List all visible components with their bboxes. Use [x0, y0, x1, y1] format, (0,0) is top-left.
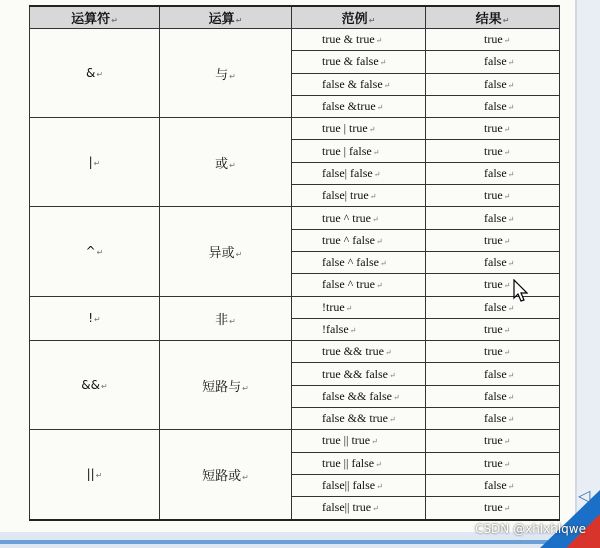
example-cell: true | false↵ — [292, 140, 426, 162]
example-cell: false| true↵ — [292, 185, 426, 207]
example-text: false &true — [322, 99, 376, 114]
operator-cell: &&↵ — [30, 341, 160, 430]
result-cell: true↵ — [426, 229, 560, 251]
result-text: true — [484, 143, 503, 158]
watermark: CSDN @xhlxhlqwe — [475, 522, 586, 536]
result-cell: false↵ — [426, 95, 560, 117]
result-text: false — [484, 299, 507, 314]
example-text: true ^ true — [322, 210, 371, 225]
table-row — [30, 118, 560, 140]
example-text: !false — [322, 322, 349, 336]
example-text: true & true — [322, 32, 375, 47]
result-cell: true↵ — [426, 341, 560, 363]
example-text: false & false — [322, 76, 383, 91]
example-cell: true || true↵ — [292, 430, 426, 452]
example-cell: false && false↵ — [292, 385, 426, 407]
result-cell: false↵ — [426, 207, 560, 229]
operation-name: 与 — [215, 67, 229, 83]
operation-name: 短路或 — [202, 468, 242, 484]
result-cell: true↵ — [426, 318, 560, 340]
example-cell: true & true↵ — [292, 29, 426, 51]
example-cell: false|| true↵ — [292, 497, 426, 520]
example-cell: !true↵ — [292, 296, 426, 318]
operator-symbol: & — [85, 66, 96, 81]
operator-symbol: ^ — [85, 244, 96, 259]
example-cell: true | true↵ — [292, 118, 426, 140]
operation-cell: 或↵ — [160, 118, 292, 207]
example-text: false ^ true — [322, 277, 375, 292]
result-cell: true↵ — [426, 452, 560, 474]
result-cell: true↵ — [426, 274, 560, 296]
example-cell: true || false↵ — [292, 452, 426, 474]
result-text: false — [484, 366, 507, 381]
mouse-cursor-icon — [512, 279, 528, 303]
example-cell: false|| false↵ — [292, 474, 426, 496]
result-cell: false↵ — [426, 162, 560, 184]
table-header-row — [30, 6, 560, 29]
result-text: true — [484, 277, 503, 292]
example-text: false && false — [322, 388, 392, 403]
example-text: true && true — [322, 344, 384, 359]
header-operator: 运算符↵ — [30, 6, 160, 29]
result-cell: false↵ — [426, 474, 560, 496]
operator-cell: ^↵ — [30, 207, 160, 296]
example-text: true ^ false — [322, 232, 375, 247]
result-text: false — [484, 76, 507, 91]
example-text: false| false — [322, 165, 373, 180]
example-cell: true && false↵ — [292, 363, 426, 385]
result-text: false — [484, 255, 507, 270]
result-cell: false↵ — [426, 296, 560, 318]
example-text: true | false — [322, 143, 372, 158]
operation-name: 或 — [215, 156, 229, 172]
example-cell: true && true↵ — [292, 341, 426, 363]
result-cell: false↵ — [426, 408, 560, 430]
operator-symbol: ! — [88, 311, 94, 326]
result-text: true — [484, 32, 503, 47]
operator-cell: |↵ — [30, 118, 160, 207]
operation-cell: 短路或↵ — [160, 430, 292, 520]
operation-cell: 异或↵ — [160, 207, 292, 296]
bottom-accent-line — [0, 540, 600, 544]
left-arrow-icon[interactable]: ◁ — [578, 486, 591, 505]
result-cell: true↵ — [426, 118, 560, 140]
example-text: false| true — [322, 188, 369, 203]
example-text: false|| true — [322, 500, 372, 515]
result-text: true — [484, 344, 503, 359]
example-text: false ^ false — [322, 255, 379, 270]
result-cell: false↵ — [426, 51, 560, 73]
operation-cell: 与↵ — [160, 29, 292, 118]
example-text: true | true — [322, 121, 368, 136]
result-text: true — [484, 500, 503, 515]
example-cell: true ^ true↵ — [292, 207, 426, 229]
example-cell: true ^ false↵ — [292, 229, 426, 251]
operation-name: 异或 — [208, 245, 235, 261]
result-text: true — [484, 322, 503, 336]
table-row — [30, 29, 560, 51]
operator-symbol: || — [86, 467, 95, 482]
example-cell: false ^ true↵ — [292, 274, 426, 296]
example-cell: false && true↵ — [292, 408, 426, 430]
result-text: false — [484, 388, 507, 403]
result-text: false — [484, 54, 507, 69]
example-cell: true & false↵ — [292, 51, 426, 73]
result-cell: true↵ — [426, 29, 560, 51]
operator-symbol: | — [88, 155, 93, 170]
result-cell: true↵ — [426, 140, 560, 162]
result-text: true — [484, 433, 503, 448]
operator-cell: !↵ — [30, 296, 160, 341]
operation-name: 非 — [215, 312, 229, 328]
header-result: 结果↵ — [426, 6, 560, 29]
example-text: true & false — [322, 54, 379, 69]
example-text: false|| false — [322, 478, 376, 493]
example-cell: false & false↵ — [292, 73, 426, 95]
result-cell: false↵ — [426, 251, 560, 273]
result-text: false — [484, 165, 507, 180]
operator-cell: ||↵ — [30, 430, 160, 520]
example-text: true || false — [322, 455, 375, 470]
example-text: true && false — [322, 366, 388, 381]
result-text: true — [484, 121, 503, 136]
table-row — [30, 430, 560, 452]
result-cell: true↵ — [426, 185, 560, 207]
operator-symbol: && — [81, 378, 100, 393]
result-text: true — [484, 188, 503, 203]
logical-operators-table — [29, 5, 560, 521]
operator-cell: &↵ — [30, 29, 160, 118]
header-operation: 运算↵ — [160, 6, 292, 29]
result-text: true — [484, 232, 503, 247]
result-cell: true↵ — [426, 497, 560, 520]
example-text: true || true — [322, 433, 371, 448]
table-row — [30, 296, 560, 318]
example-text: !true — [322, 299, 345, 314]
example-cell: !false↵ — [292, 318, 426, 340]
table-row — [30, 341, 560, 363]
result-cell: false↵ — [426, 385, 560, 407]
result-text: false — [484, 411, 507, 426]
operation-cell: 短路与↵ — [160, 341, 292, 430]
table-row — [30, 207, 560, 229]
result-text: false — [484, 478, 507, 493]
result-cell: false↵ — [426, 73, 560, 95]
example-text: false && true — [322, 411, 388, 426]
result-text: false — [484, 210, 507, 225]
result-cell: true↵ — [426, 430, 560, 452]
result-text: false — [484, 99, 507, 114]
operation-cell: 非↵ — [160, 296, 292, 341]
operation-name: 短路与 — [202, 379, 242, 395]
result-text: true — [484, 455, 503, 470]
example-cell: false| false↵ — [292, 162, 426, 184]
result-cell: false↵ — [426, 363, 560, 385]
example-cell: false &true↵ — [292, 95, 426, 117]
header-example: 范例↵ — [292, 6, 426, 29]
example-cell: false ^ false↵ — [292, 251, 426, 273]
